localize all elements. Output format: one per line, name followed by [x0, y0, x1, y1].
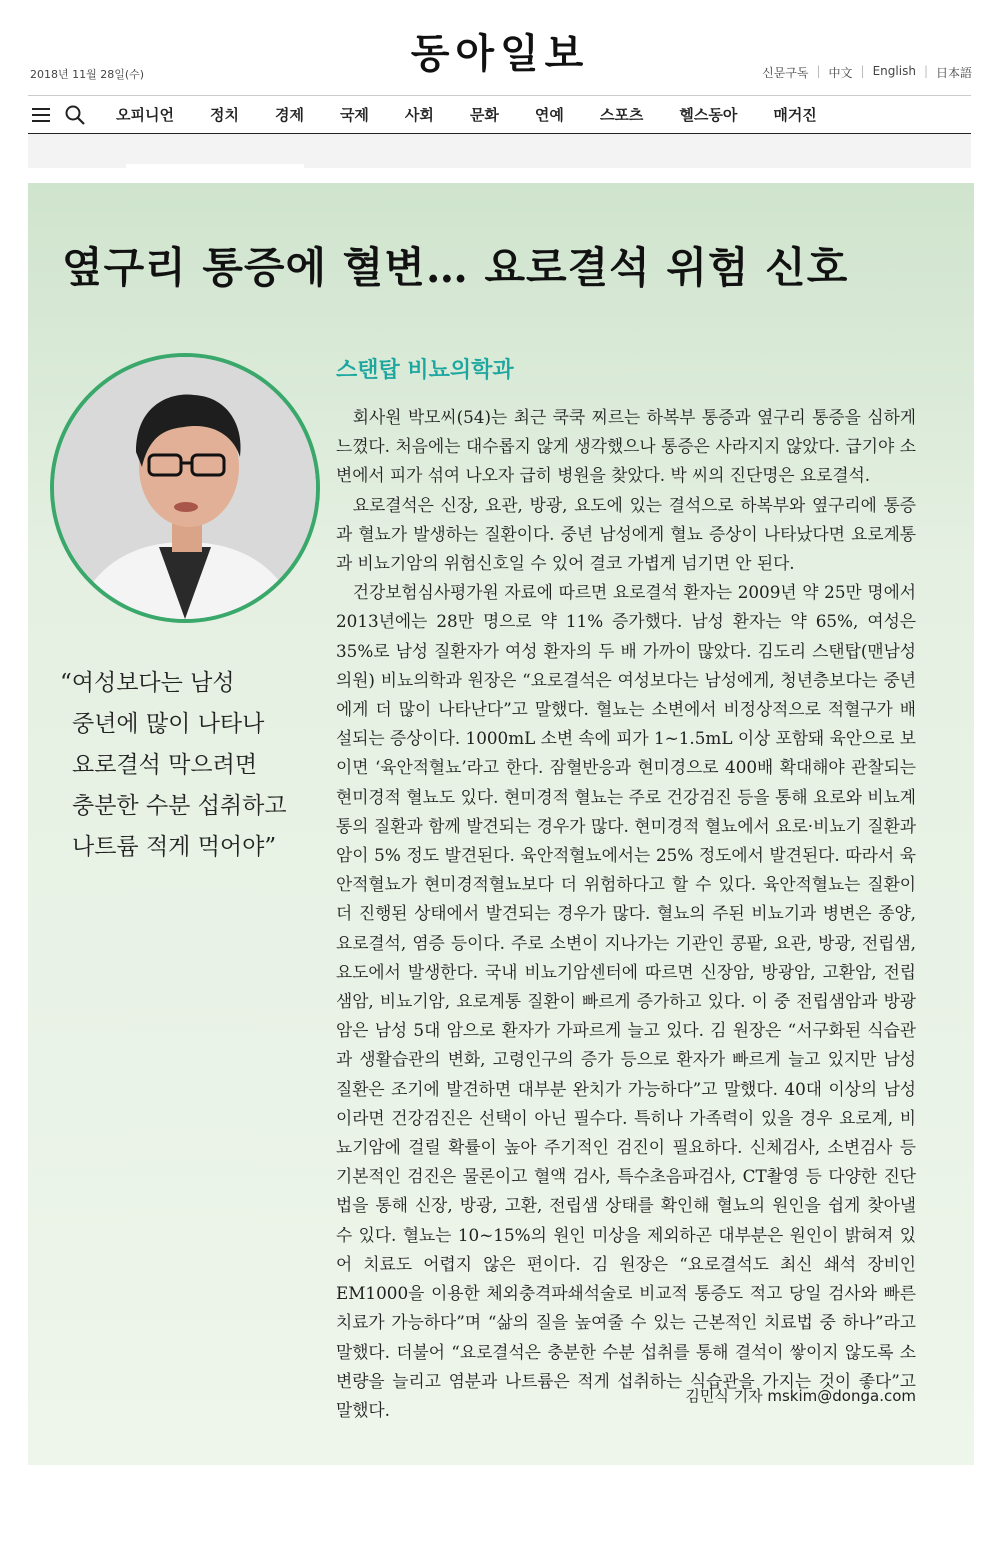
- quote-line: 요로결석 막으려면: [72, 752, 258, 778]
- article-headline: 옆구리 통증에 혈변… 요로결석 위험 신호: [62, 243, 849, 292]
- nav-item-magazine[interactable]: 매거진: [773, 106, 817, 124]
- doctor-portrait-illustration: [54, 357, 316, 619]
- pull-quote: [60, 663, 287, 868]
- masthead: [0, 0, 1000, 95]
- department-title: 스탠탑 비뇨의학과: [336, 358, 514, 383]
- nav-item-society[interactable]: 사회: [404, 106, 434, 124]
- article-body: [336, 403, 916, 1425]
- quote-line: 충분한 수분 섭취하고: [72, 793, 287, 819]
- nav-item-economy[interactable]: 경제: [274, 106, 304, 124]
- quote-line: “여성보다는 남성: [60, 670, 235, 696]
- paragraph: 요로결석은 신장, 요관, 방광, 요도에 있는 결석으로 하복부와 옆구리에 통증과 혈뇨가 발생하는 질환이다. 중년 남성에게 혈뇨 증상이 나타났다면 요로계통과 비뇨기암의 위험신호일 수 있어 결코 가볍게 넘기면 안 된다.: [336, 494, 916, 574]
- divider: |: [860, 64, 865, 78]
- search-icon[interactable]: [64, 104, 86, 126]
- nav-items: [116, 104, 853, 125]
- quote-line: 중년에 많이 나타나: [72, 711, 265, 737]
- hamburger-menu-icon[interactable]: [32, 108, 50, 122]
- nav-item-sports[interactable]: 스포츠: [599, 106, 644, 124]
- nav-item-opinion[interactable]: 오피니언: [116, 106, 174, 124]
- issue-date: 2018년 11월 28일(수): [30, 68, 145, 81]
- nav-item-health[interactable]: 헬스동아: [679, 106, 738, 124]
- sub-bar: [28, 134, 971, 168]
- nav-item-entertainment[interactable]: 연예: [534, 106, 564, 124]
- nav-item-international[interactable]: 국제: [339, 106, 369, 124]
- link-chinese[interactable]: 中文: [828, 66, 853, 80]
- logo[interactable]: 동아일보: [410, 31, 590, 77]
- divider: |: [816, 64, 821, 78]
- language-links: [762, 64, 972, 81]
- sub-bar-highlight: [126, 164, 304, 168]
- paragraph: 건강보험심사평가원 자료에 따르면 요로결석 환자는 2009년 약 25만 명에서 2013년에는 28만 명으로 약 11% 증가했다. 남성 환자는 약 65%, 여성은 35%로 남성 질환자가 여성 환자의 두 배 가까이 많았다. 김도리 스탠탑(맨남성의원) 비뇨의학과 원장은 “요로결석은 여성보다는 남성에게, 청년층보다는 중년에게 더 많이 나타난다”고 말했다. 혈뇨는 소변에서 비정상적으로 적혈구가 배설되는 증상이다. 1000mL 소변 속에 피가 1~1.5mL 이상 포함돼 육안으로 보이면 ‘육안적혈뇨’라고 한다. 잠혈반응과 현미경으로 400배 확대해야 관찰되는 현미경적 혈뇨도 있다. 현미경적 혈뇨는 주로 건강검진 등을 통해 요로와 비뇨계통의 질환과 함께 발견되는 경우가 많다. 현미경적 혈뇨에서 요로·비뇨기 질환과 암이 5% 정도 발견된다. 육안적혈뇨에서는 25% 정도에서 발견된다. 따라서 육안적혈뇨가 현미경적혈뇨보다 더 위험하다고 할 수 있다. 육안적혈뇨는 질환이 더 진행된 상태에서 발견되는 경우가 많다. 혈뇨의 주된 비뇨기과 병변은 종양, 요로결석, 염증 등이다. 주로 소변이 지나가는 기관인 콩팥, 요관, 방광, 전립샘, 요도에서 발생한다. 국내 비뇨기암센터에 따르면 신장암, 방광암, 고환암, 전립샘암, 비뇨기암, 요로계통 질환이 빠르게 증가하고 있다. 이 중 전립샘암과 방광암은 남성 5대 암으로 환자가 가파르게 늘고 있다. 김 원장은 “서구화된 식습관과 생활습관의 변화, 고령인구의 증가 등으로 환자가 빠르게 늘고 있지만 남성 질환은 조기에 발견하면 대부분 완치가 가능하다”고 말했다. 40대 이상의 남성이라면 건강검진은 선택이 아닌 필수다. 특히나 가족력이 있을 경우 요로계, 비뇨기암에 걸릴 확률이 높아 주기적인 검진이 필요하다. 신체검사, 소변검사 등 기본적인 검진은 물론이고 혈액 검사, 특수초음파검사, CT촬영 등 다양한 진단법을 통해 신장, 방광, 고환, 전립샘 상태를 확인해 혈뇨의 원인을 쉽게 찾아낼 수 있다. 혈뇨는 10~15%의 원인 미상을 제외하곤 대부분은 원인이 밝혀져 있어 치료도 어렵지 않은 편이다. 김 원장은 “요로결석도 최신 쇄석 장비인 EM1000을 이용한 체외충격파쇄석술로 비교적 통증도 적고 당일 검사와 빠른 치료가 가능하다”며 “삶의 질을 높여줄 수 있는 근본적인 치료법 중 하나”라고 말했다. 더불어 “요로결석은 충분한 수분 섭취를 통해 결석이 쌓이지 않도록 소변량을 늘리고 염분과 나트륨은 적게 섭취하는 식습관을 가지는 것이 좋다”고 말했다.: [336, 582, 916, 1420]
- link-subscribe[interactable]: 신문구독: [762, 66, 809, 80]
- nav-item-politics[interactable]: 정치: [209, 106, 239, 124]
- paragraph: 회사원 박모씨(54)는 최근 쿡쿡 찌르는 하복부 통증과 옆구리 통증을 심하게 느꼈다. 처음에는 대수롭지 않게 생각했으나 통증은 사라지지 않았다. 급기야 소변에서 피가 섞여 나오자 급히 병원을 찾았다. 박 씨의 진단명은 요로결석.: [336, 407, 916, 486]
- article: [28, 183, 974, 1465]
- link-english[interactable]: English: [872, 64, 916, 78]
- doctor-photo: [50, 353, 320, 623]
- link-japanese[interactable]: 日本語: [935, 66, 972, 80]
- divider: |: [923, 64, 928, 78]
- byline: 김민식 기자 mskim@donga.com: [685, 1387, 916, 1405]
- nav-item-culture[interactable]: 문화: [469, 106, 499, 124]
- main-nav: [28, 95, 971, 135]
- quote-line: 나트륨 적게 먹어야”: [72, 834, 277, 860]
